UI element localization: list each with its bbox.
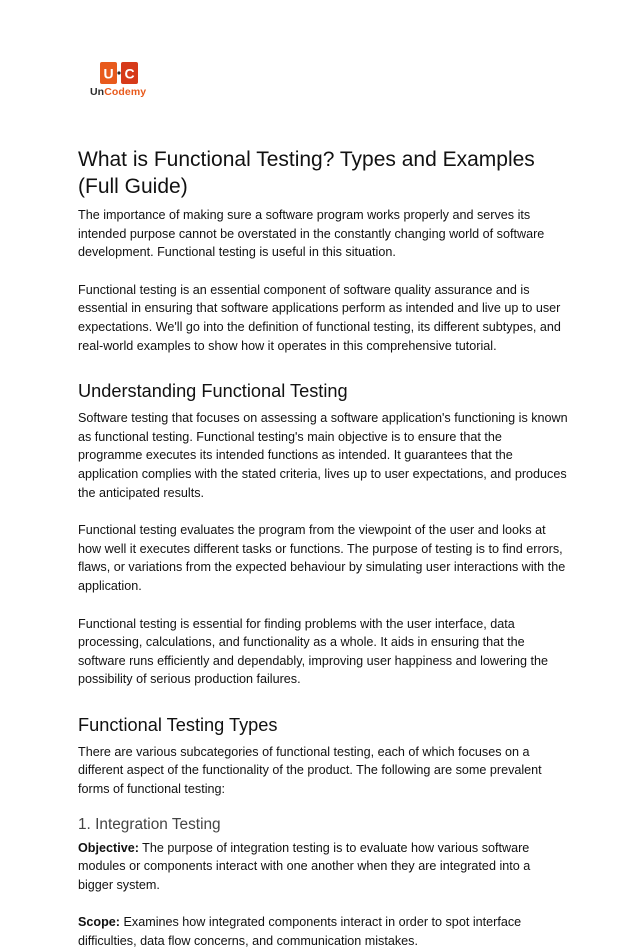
section-1-paragraph-2: Functional testing evaluates the program from the viewpoint of the user and looks at how well it executes different tasks or functions. The purpose of testing is to find errors, flaws, or variations from the expected behaviour by simulating user interactions with the application. <box>78 523 566 593</box>
section-1-paragraph-1: Software testing that focuses on assessing a software application's functioning is known as functional testing. Functional testing's main objective is to ensure that the programme executes its intended functions as intended. It guarantees that the application complies with the stated criteria, lives up to user expectations, and produces the anticipated results. <box>78 411 568 500</box>
subsection-heading-integration: 1. Integration Testing <box>78 815 221 833</box>
article-body <box>78 146 568 951</box>
section-1-paragraph-3: Functional testing is essential for finding problems with the user interface, data processing, calculations, and functionality as a whole. It aids in ensuring that the software runs efficiently and dependably, improving user happiness and lowering the possibility of serious production failures. <box>78 616 548 687</box>
brand-name <box>90 86 146 98</box>
logo-letter-left: U <box>103 65 114 82</box>
logo-letter-right: C <box>124 65 135 82</box>
brand-name-part1: Un <box>90 86 105 98</box>
scope-label: Scope: <box>78 915 120 930</box>
section-heading-understanding: Understanding Functional Testing <box>78 381 348 402</box>
objective-paragraph <box>78 839 568 895</box>
section-2-paragraph-1: There are various subcategories of functional testing, each of which focuses on a different aspect of the functionality of the product. The following are some prevalent forms of functional testing: <box>78 744 542 797</box>
intro-paragraph-2: Functional testing is an essential component of software quality assurance and is essential in ensuring that software applications perform as intended and live up to user expectations. We'll go into the definition of functional testing, its different subtypes, and real-world examples to show how it operates in this comprehensive tutorial. <box>78 282 561 353</box>
objective-text: The purpose of integration testing is to evaluate how various software modules or components interact with one another when they are integrated into a bigger system. <box>78 840 531 892</box>
uncodemy-logo-icon <box>100 62 138 84</box>
section-heading-types: Functional Testing Types <box>78 714 278 735</box>
objective-label: Objective: <box>78 840 139 855</box>
uncodemy-logo <box>90 62 150 102</box>
intro-paragraph-1: The importance of making sure a software program works properly and serves its intended purpose cannot be overstated in the constantly changing world of software development. Functional testing is useful in this situation. <box>78 208 545 260</box>
brand-name-part2: Codemy <box>104 86 147 98</box>
article-title: What is Functional Testing? Types and Examples (Full Guide) <box>78 148 535 198</box>
scope-paragraph <box>78 913 568 950</box>
scope-text: Examines how integrated components interact in order to spot interface difficulties, data flow concerns, and communication mistakes. <box>78 915 522 949</box>
